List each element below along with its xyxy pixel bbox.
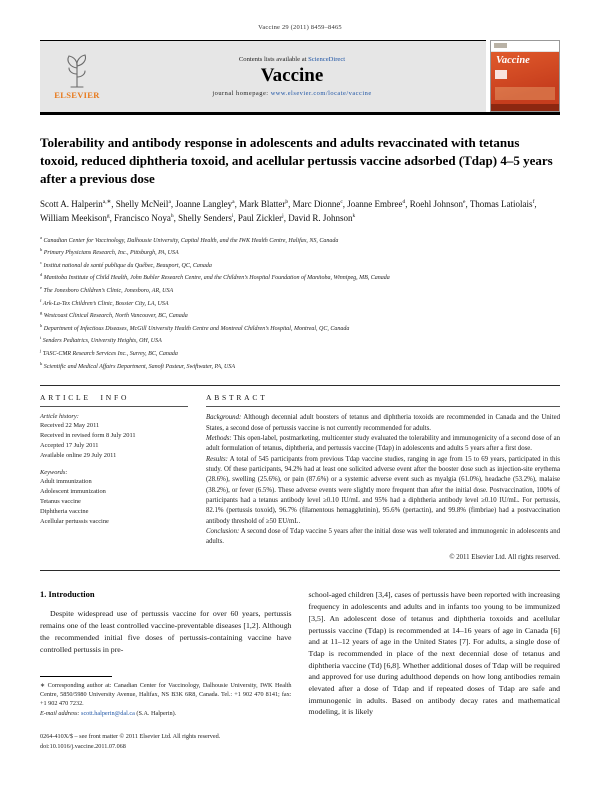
doi-line: doi:10.1016/j.vaccine.2011.07.068 <box>40 742 126 750</box>
homepage-line <box>108 90 476 97</box>
journal-citation: Vaccine 29 (2011) 8459–8465 <box>258 24 342 31</box>
author: Roehl Johnson$^e$ <box>409 198 466 209</box>
elsevier-logo <box>46 53 108 100</box>
affiliation: $^k$ Scientific and Medical Affairs Department, Sanofi Pasteur, Swiftwater, PA, USA <box>40 360 236 370</box>
affiliation: $^d$ Manitoba Institute of Child Health, John Buhler Research Centre, and the Children’s Hospital Foundation of Manitoba, Winnipeg, MB, Canada <box>40 272 390 282</box>
author: Joanne Langley$^a$ <box>175 198 235 209</box>
sciencedirect-link[interactable]: ScienceDirect <box>308 56 346 63</box>
info-line: Diphtheria vaccine <box>40 507 89 515</box>
author: Shelly McNeil$^a$ <box>115 198 171 209</box>
author: Francisco Noya$^h$ <box>114 212 174 223</box>
author: Paul Zickler$^j$ <box>237 212 284 223</box>
body-paragraph-right: school-aged children [3,4], cases of pertussis have been reported with increasing frequency in adolescents and adults and in infants too young to be immunized [3,5]. An adolescent dose of tetanus and diphtheria toxoids and acellular pertussis vaccine (Tdap) is recommended at 14–16 years of age in Canada [6] and at 11–12 years of age in the United States [7]. For adults, a single dose of Tdap is recommended in place of the next decennial dose of tetanus and diphtheria vaccine (Td) [6,8]. Whether additional doses of Tdap will be required and approved for use during adulthood depends on how long antibodies remain elevated after a dose of Tdap and if repeated doses of Tdap are safe and immunogenic in adults. Based on antibody decay rates and mathematical modeling, it is likely <box>308 590 560 717</box>
corresponding-author-note: ∗ Corresponding author at: Canadian Center for Vaccinology, Dalhousie University, IWK Health Centre, 5850/5980 University Avenue, Halifax, NS B3K 6R8, Canada. Tel.: +1 902 470 8141; fax: +1 902 470 7232. <box>40 681 292 708</box>
email-link[interactable]: scott.halperin@dal.ca <box>81 709 135 717</box>
affiliation: $^c$ Institut national de santé publique du Québec, Beauport, QC, Canada <box>40 259 212 269</box>
cover-footer <box>491 104 559 111</box>
abstract-copyright: © 2011 Elsevier Ltd. All rights reserved. <box>449 554 560 562</box>
article-info-abstract <box>40 385 560 571</box>
homepage-link[interactable]: www.elsevier.com/locate/vaccine <box>270 90 372 97</box>
journal-masthead <box>40 40 486 112</box>
abstract-paragraph: Conclusion: A second dose of Tdap vaccine 5 years after the initial dose was well tolerated and immunogenic in adolescents and adults. <box>206 527 560 546</box>
header-rule <box>40 112 560 115</box>
homepage-prefix: journal homepage: <box>212 90 271 97</box>
journal-header <box>40 40 560 112</box>
email-note <box>40 709 292 718</box>
section-heading-introduction: 1. Introduction <box>40 589 95 600</box>
affiliation: $^f$ Ark-La-Tex Children’s Clinic, Bossier City, LA, USA <box>40 297 169 307</box>
abstract-paragraphs <box>206 413 560 547</box>
abstract-paragraph: Results: A total of 545 participants from previous Tdap vaccine studies, ranging in age from 15 to 69 years, participated in this study. Of these participants, 94.2% had at least one solicited adverse event after the booster dose such as injection-site erythema (28.6%), swelling (25.6%), or pain (87.6%) or a systemic adverse event such as myalgia (61.0%), headache (53.2%), malaise (38.2%), or fever (6.5%). These adverse events were slightly more frequent than after the initial dose. Postvaccination, 100% of participants had a tetanus antibody level ≥0.10 IU/mL and 95% had a diphtheria antibody level ≥0.10 IU/mL. For pertussis, 82.1% (pertussis toxoid), 96.7% (filamentous hemagglutinin), 95.6% (pertactin), and 99.8% (fimbriae) had a postvaccination antibody threshold of ≥50 EU/mL. <box>206 455 560 525</box>
affiliation: $^i$ Senders Pediatrics, University Heights, OH, USA <box>40 335 162 345</box>
article-title: Tolerability and antibody response in adolescents and adults revaccinated with tetanus toxoid, reduced diphtheria toxoid, and acellular pertussis vaccine adsorbed (Tdap) 4–5 years after a previous dose <box>40 135 553 186</box>
masthead-center <box>108 56 476 97</box>
cover-body <box>491 52 559 104</box>
journal-cover-thumbnail <box>490 40 560 112</box>
article-info-column <box>40 393 188 561</box>
info-line: Acellular pertussis vaccine <box>40 517 109 525</box>
abstract-paragraph: Methods: This open-label, postmarketing, multicenter study evaluated the tolerability and immunogenicity of a second dose of an adult formulation of tetanus, diphtheria, and pertussis vaccine (Tdap) in adolescents and adults 5 years after a first dose. <box>206 434 560 453</box>
info-line: Received in revised form 8 July 2011 <box>40 432 136 440</box>
footnote-rule <box>40 676 112 677</box>
email-label: E-mail address: <box>40 709 80 717</box>
abstract-column <box>206 393 560 561</box>
author: Marc Dionne$^c$ <box>292 198 343 209</box>
affiliation: $^h$ Department of Infectious Diseases, McGill University Health Centre and Montreal Children’s Hospital, Montreal, QC, Canada <box>40 322 350 332</box>
contents-line <box>108 56 476 63</box>
author: Mark Blatter$^b$ <box>239 198 289 209</box>
info-line: Available online 29 July 2011 <box>40 451 117 459</box>
footnote-block <box>40 664 292 718</box>
article-info-heading: ARTICLE INFO <box>40 393 188 407</box>
info-line: Adult immunization <box>40 477 92 485</box>
email-suffix: (S.A. Halperin). <box>134 709 177 717</box>
body-left-column <box>40 589 292 718</box>
author: David R. Johnson$^k$ <box>288 212 356 223</box>
abstract-heading: ABSTRACT <box>206 393 560 407</box>
author-list: Scott A. Halperin$^{a,∗}$, Shelly McNeil$^a$, Joanne Langley$^a$, Mark Blatter$^b$, Marc Dionne$^c$, Joanne Embree$^d$, Roehl Johnson$^e$, Thomas Latiolais$^f$, William Meekison$^g$, Francisco Noya$^h$, Shelly Senders$^i$, Paul Zickler$^j$, David R. Johnson$^k$ <box>40 198 537 223</box>
contents-prefix: Contents lists available at <box>238 56 309 63</box>
elsevier-wordmark: ELSEVIER <box>54 90 100 100</box>
author: Shelly Senders$^i$ <box>178 212 234 223</box>
author: Joanne Embree$^d$ <box>347 198 406 209</box>
author: Thomas Latiolais$^f$ <box>469 198 535 209</box>
article-body <box>40 589 560 718</box>
affiliation: $^e$ The Jonesboro Children’s Clinic, Jonesboro, AR, USA <box>40 285 174 295</box>
affiliation-list <box>40 234 560 373</box>
abstract-paragraph: Background: Although decennial adult boosters of tetanus and diphtheria toxoids are recommended in Canada and the United States, a second dose of pertussis vaccine is not currently recommended for adults. <box>206 414 560 432</box>
body-paragraph-left: Despite widespread use of pertussis vaccine for over 60 years, pertussis remains one of the least controlled vaccine-preventable diseases [1,2]. Although the recommended initial five doses of pertussis-containing vaccine have controlled pertussis in pre- <box>40 609 292 654</box>
affiliation: $^b$ Primary Physicians Research, Inc., Pittsburgh, PA, USA <box>40 247 179 257</box>
cover-journal-title: Vaccine <box>496 55 530 66</box>
keywords-label: Keywords: <box>40 468 68 476</box>
journal-title: Vaccine <box>260 65 324 86</box>
affiliation: $^a$ Canadian Center for Vaccinology, Dalhousie University, Capital Health, and the IWK Health Centre, Halifax, NS, Canada <box>40 234 339 244</box>
info-line: Received 22 May 2011 <box>40 422 100 430</box>
cover-masthead <box>491 41 559 52</box>
author: William Meekison$^g$ <box>40 212 110 223</box>
history-list <box>40 421 188 461</box>
keyword-list <box>40 477 188 527</box>
info-line: Adolescent immunization <box>40 487 106 495</box>
affiliation: $^j$ TASC-CMR Research Services Inc., Surrey, BC, Canada <box>40 348 178 358</box>
elsevier-tree-icon <box>60 53 94 89</box>
history-label: Article history: <box>40 413 79 421</box>
info-line: Tetanus vaccine <box>40 497 81 505</box>
author: Scott A. Halperin$^{a,∗}$ <box>40 198 112 209</box>
body-right-column <box>309 589 561 718</box>
imprint-block <box>40 732 560 751</box>
affiliation: $^g$ Westcoast Clinical Research, North Vancouver, BC, Canada <box>40 310 188 320</box>
info-line: Accepted 17 July 2011 <box>40 442 99 450</box>
issn-line: 0264-410X/$ – see front matter © 2011 Elsevier Ltd. All rights reserved. <box>40 733 221 741</box>
